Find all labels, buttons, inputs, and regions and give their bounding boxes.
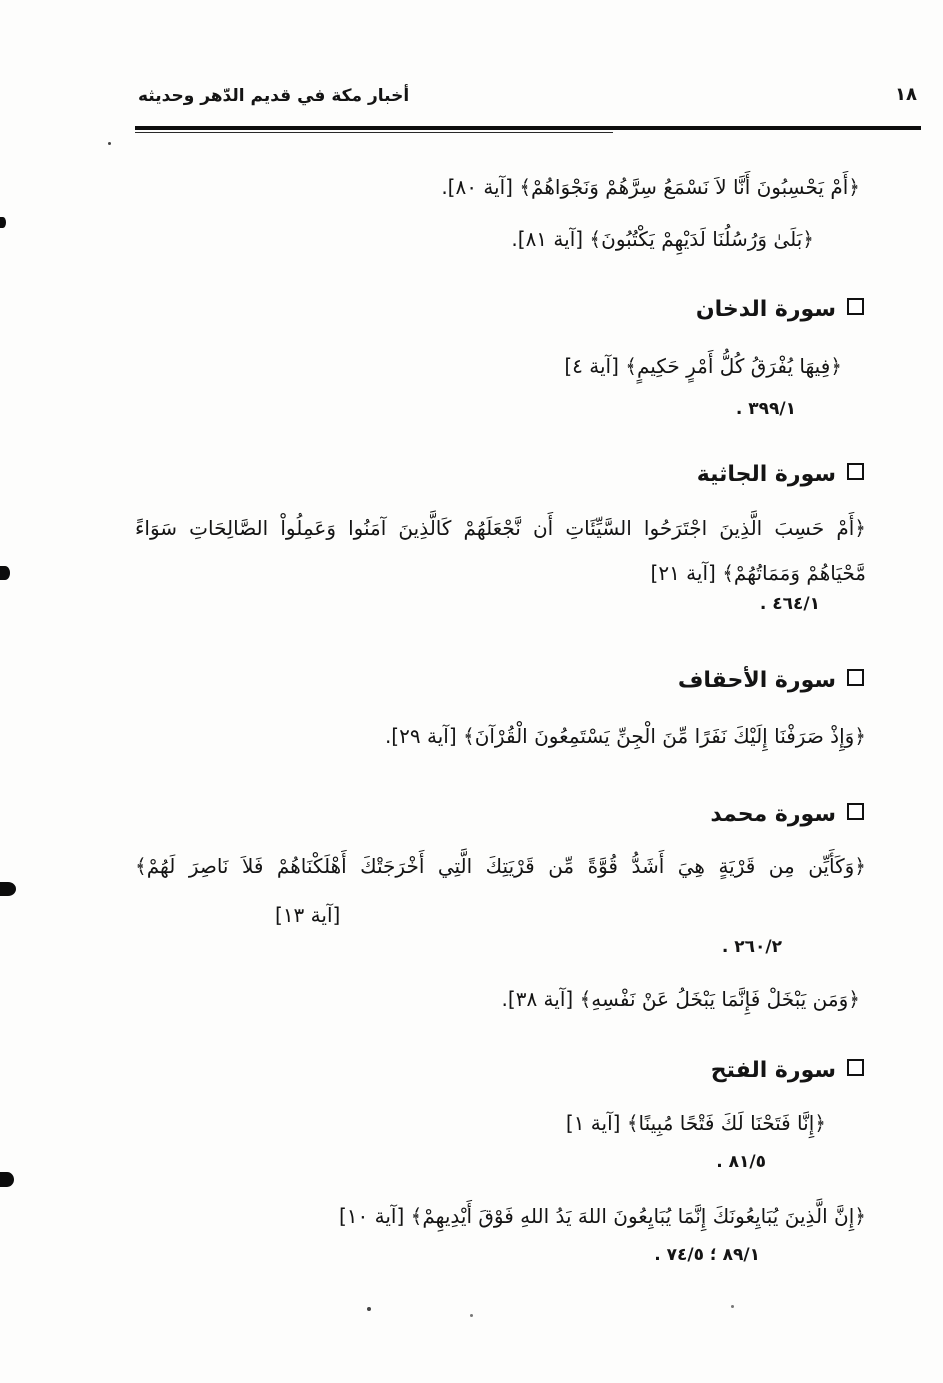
surah-heading-label: سورة محمد <box>710 802 836 827</box>
quran-verse: ﴿وَمَن يَبْخَلْ فَإِنَّمَا يَبْخَلُ عَنْ نَفْسِهِ﴾ [آية ٣٨]. <box>501 987 860 1011</box>
ink-smudge <box>0 566 10 580</box>
surah-heading <box>135 1055 866 1087</box>
page-body <box>135 0 866 1383</box>
quran-verse: ﴿وَكَأَيِّن مِن قَرْيَةٍ هِيَ أَشَدُّ قُوَّةً مِّن قَرْيَتِكَ الَّتِي أَخْرَجَتْكَ أَهْلَكْنَاهُمْ فَلاَ نَاصِرَ لَهُمْ﴾ <box>135 854 866 878</box>
surah-heading <box>135 294 866 326</box>
quran-verse: ﴿أَمْ حَسِبَ الَّذِينَ اجْتَرَحُوا السَّيِّئَاتِ أَن نَّجْعَلَهُمْ كَالَّذِينَ آمَنُوا وَعَمِلُواْ الصَّالِحَاتِ سَوَاءً <box>135 516 866 540</box>
surah-heading-label: سورة الجاثية <box>696 462 836 487</box>
ink-speck <box>470 1314 473 1317</box>
quran-verse: ﴿أَمْ يَحْسِبُونَ أَنَّا لاَ نَسْمَعُ سِرَّهُمْ وَنَجْوَاهُمْ﴾ [آية ٨٠]. <box>441 175 860 199</box>
volume-page-reference: ٨١/٥ . <box>716 1152 766 1172</box>
ink-smudge <box>0 882 16 896</box>
quran-verse: ﴿إِنَّ الَّذِينَ يُبَايِعُونَكَ إِنَّمَا يُبَايِعُونَ اللهَ يَدُ اللهِ فَوْقَ أَيْدِيهِمْ﴾ [آية ١٠] <box>338 1204 866 1228</box>
section-square-bullet-icon <box>847 669 864 686</box>
surah-heading <box>135 665 866 697</box>
ink-smudge <box>0 1172 14 1187</box>
surah-heading-label: سورة الأحقاف <box>677 668 836 693</box>
quran-verse: ﴿فِيهَا يُفْرَقُ كُلُّ أَمْرٍ حَكِيمٍ﴾ [آية ٤] <box>564 354 842 378</box>
section-square-bullet-icon <box>847 1059 864 1076</box>
volume-page-reference: ٤٦٤/١ . <box>759 594 820 614</box>
volume-page-reference: ٨٩/١ ؛ ٧٤/٥ . <box>654 1245 760 1265</box>
ink-smudge <box>0 217 6 228</box>
volume-page-reference: ٢٦٠/٢ . <box>721 937 782 957</box>
quran-verse: ﴿إِنَّا فَتَحْنَا لَكَ فَتْحًا مُبِينًا﴾ [آية ١] <box>565 1111 826 1135</box>
section-square-bullet-icon <box>847 298 864 315</box>
quran-verse-continuation: [آية ١٣] <box>275 903 341 927</box>
surah-heading <box>135 799 866 831</box>
surah-heading-label: سورة الدخان <box>695 297 836 322</box>
running-header-title: أخبار مكة في قديم الدّهر وحديثه <box>138 86 410 106</box>
ink-speck <box>367 1307 371 1311</box>
volume-page-reference: ٣٩٩/١ . <box>735 399 796 419</box>
quran-verse: ﴿بَلَىٰ وَرُسُلُنَا لَدَيْهِمْ يَكْتُبُونَ﴾ [آية ٨١]. <box>511 227 814 251</box>
surah-heading <box>135 459 866 491</box>
quran-verse-continuation: مَّحْيَاهُمْ وَمَمَاتُهُمْ﴾ [آية ٢١] <box>650 561 866 585</box>
page-number: ١٨ <box>895 84 917 105</box>
section-square-bullet-icon <box>847 463 864 480</box>
quran-verse: ﴿وَإِذْ صَرَفْنَا إِلَيْكَ نَفَرًا مِّنَ الْجِنِّ يَسْتَمِعُونَ الْقُرْآنَ﴾ [آية ٢٩]. <box>384 724 866 748</box>
section-square-bullet-icon <box>847 803 864 820</box>
ink-speck <box>731 1305 734 1308</box>
ink-speck <box>108 142 111 145</box>
surah-heading-label: سورة الفتح <box>710 1058 836 1083</box>
